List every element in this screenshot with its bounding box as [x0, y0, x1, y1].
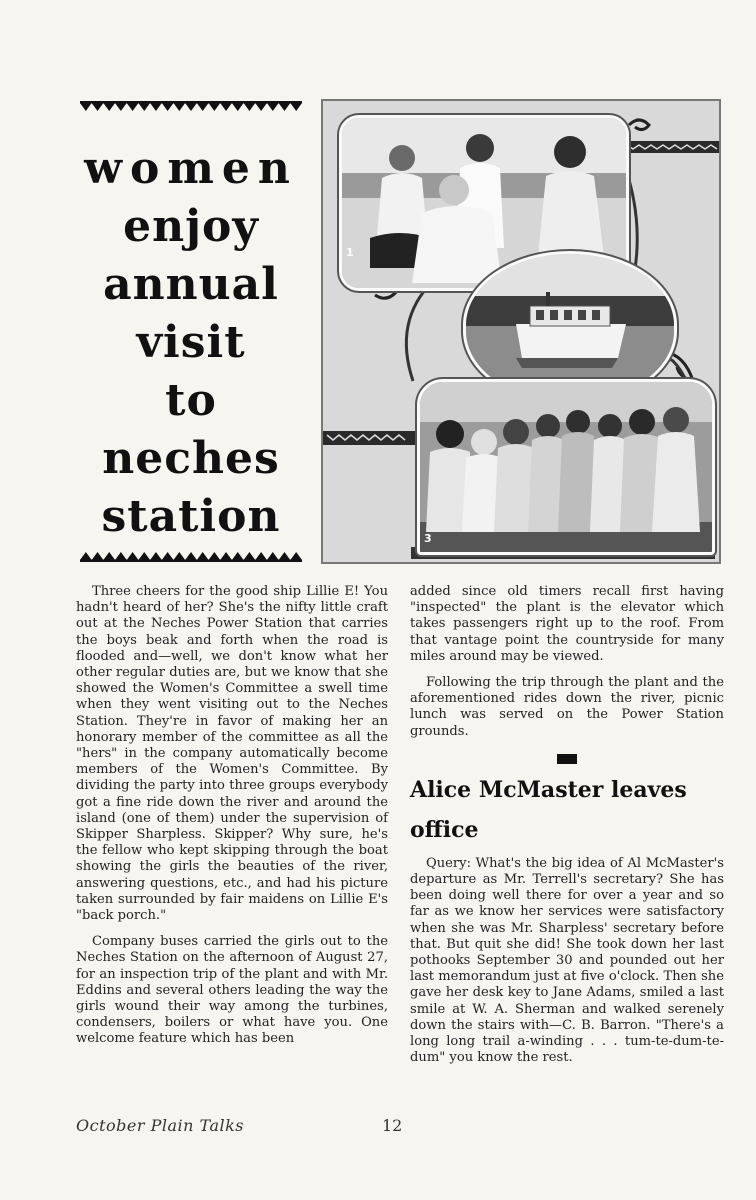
headline-line: enjoy	[123, 201, 259, 252]
headline-line: women	[84, 143, 298, 194]
article-column-right	[410, 584, 724, 1076]
headline-line: neches	[102, 433, 280, 484]
photo-number: 1	[346, 246, 354, 259]
section-divider	[557, 754, 577, 764]
photo-collage	[321, 99, 721, 564]
headline-line: to	[165, 375, 217, 426]
photo-group-of-girls	[417, 379, 715, 555]
second-article-body: Query: What's the big idea of Al McMaster's departure as Mr. Terrell's secretary? She has been doing well there for over a year and so far as we know her services were satisfactory when she was Mr. Sharpless' secretary before that. But quit she did! She took down her last pothooks September 30 and pounded out her last memorandum just at five o'clock. Then she gave her desk key to Jane Adams, smiled a last smile at W. A. Sherman and walked serenely down the stairs with—C. B. Barron. "There's a long long trail a-winding . . . tum-te-dum-te-dum" you know the rest.	[410, 855, 724, 1066]
zigzag-border-top	[80, 101, 302, 111]
article-paragraph: Three cheers for the good ship Lillie E! You hadn't heard of her? She's the nifty little craft out at the Neches Power Station that carries the boys beak and forth when the road is flooded and—well, we don't know what her other regular duties are, but we know that she showed the Women's Committee a swell time when they went visiting out to the Neches Station. They're in favor of making her an honorary member of the committee as all the "hers" in the company automatically become members of the Women's Committee. By dividing the party into three groups everybody got a fine ride down the river and around the island (one of them) under the supervision of Skipper Sharpless. Skipper? Why sure, he's the fellow who kept skipping through the boat showing the girls the beauties of the river, answering questions, etc., and had his picture taken surrounded by fair maidens on Lillie E's "back porch."	[76, 584, 388, 924]
headline	[72, 140, 310, 546]
headline-line: station	[101, 491, 281, 542]
photo-number: 3	[424, 532, 432, 545]
publication-name: October Plain Talks	[76, 1116, 245, 1135]
article-paragraph: Following the trip through the plant and the aforementioned rides down the river, picnic lunch was served on the Power Station grounds.	[410, 675, 724, 739]
headline-line: visit	[136, 317, 246, 368]
page-number: 12	[382, 1116, 403, 1135]
article-paragraph: added since old timers recall first having "inspected" the plant is the elevator which takes passengers right up to the roof. From that vantage point the countryside for many miles around may be viewed.	[410, 584, 724, 664]
article-paragraph: Company buses carried the girls out to the Neches Station on the afternoon of August 27, for an inspection trip of the plant and with Mr. Eddins and several others leading the way the girls wound their way among the turbines, condensers, boilers or what have you. One welcome feature which has been	[76, 934, 388, 1047]
zigzag-border-bottom	[80, 552, 302, 562]
article-column-left	[76, 584, 388, 1058]
headline-line: annual	[103, 259, 279, 310]
second-article-title: Alice McMaster leaves office	[410, 776, 687, 843]
